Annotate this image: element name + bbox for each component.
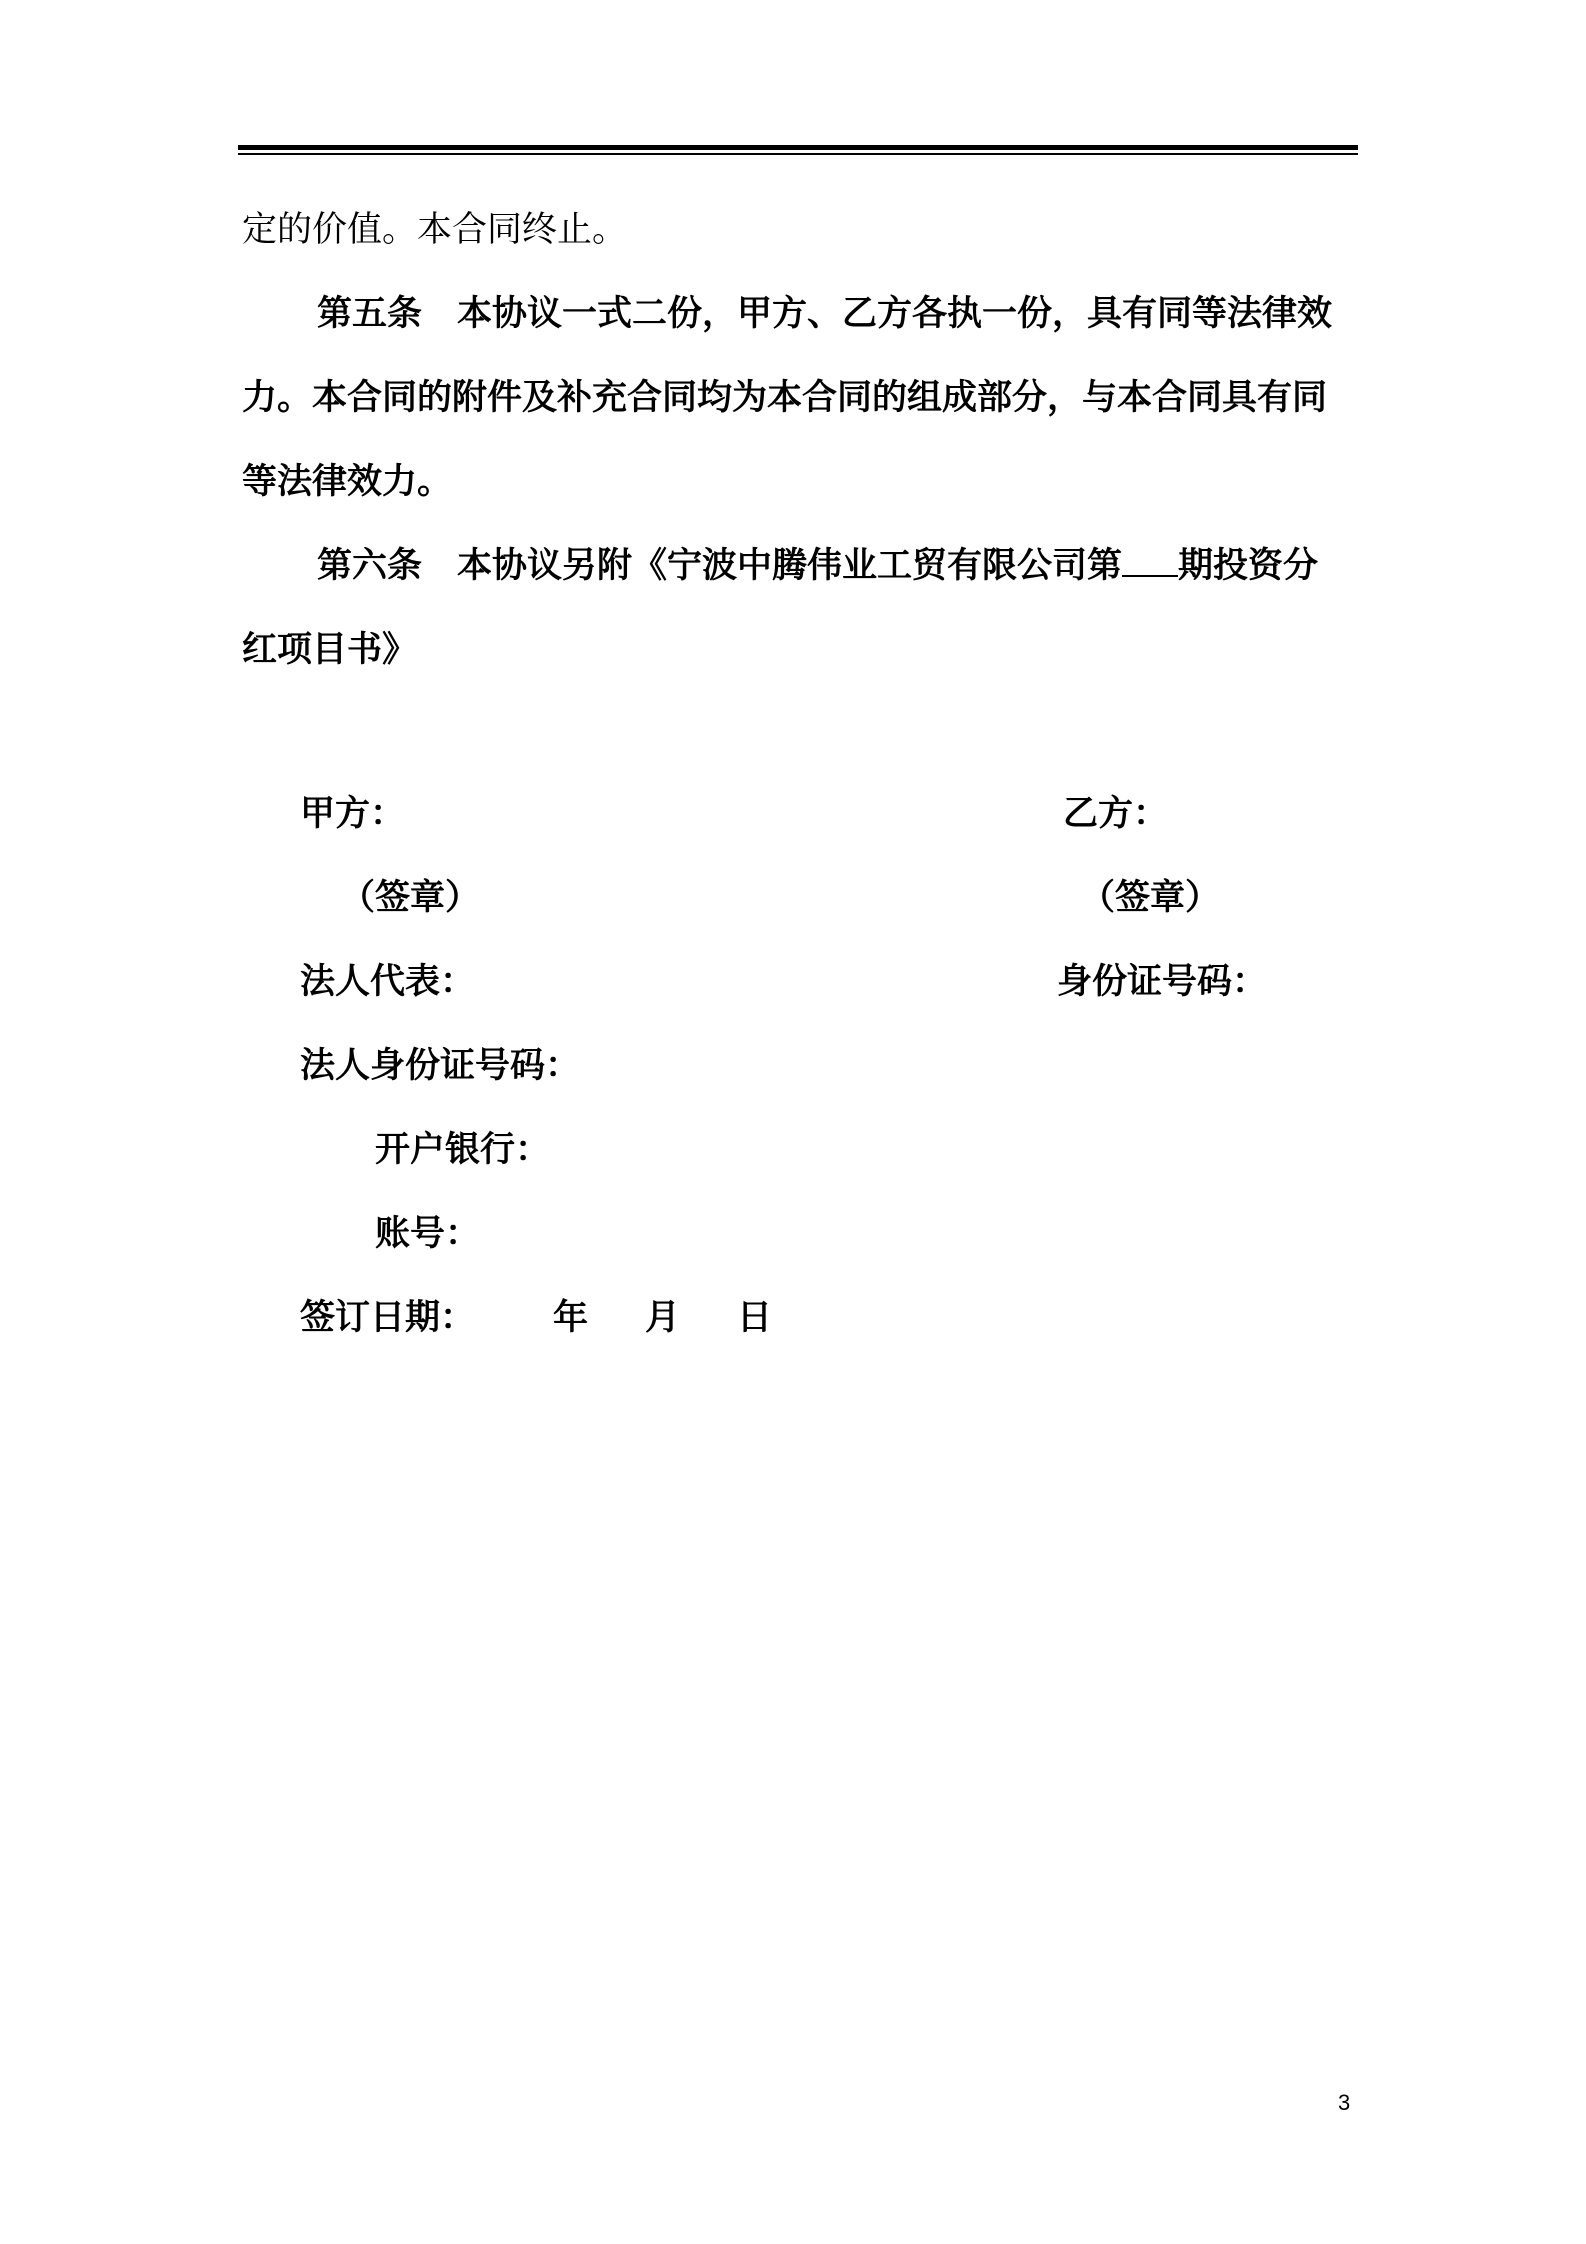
article-6-line-1 — [242, 524, 1358, 608]
article-5-line-2: 力。本合同的附件及补充合同均为本合同的组成部分，与本合同具有同 — [242, 378, 1328, 418]
period-blank — [1122, 541, 1178, 577]
account-label: 账号： — [375, 1214, 481, 1254]
article-5-line-1: 第五条 本协议一式二份，甲方、乙方各执一份，具有同等法律效 — [317, 294, 1333, 334]
id-number-label: 身份证号码： — [1057, 962, 1268, 1002]
header-rule-thin — [238, 153, 1358, 155]
bank-label: 开户银行： — [375, 1130, 551, 1170]
article-6-line-1-after: 期投资分 — [1178, 546, 1319, 586]
header-rule-thick — [238, 145, 1358, 150]
page-number: 3 — [1338, 2090, 1351, 2115]
legal-rep-id-label: 法人身份证号码： — [300, 1046, 581, 1086]
continuation-line: 定的价值。本合同终止。 — [242, 210, 628, 250]
party-b-seal: （签章） — [1080, 878, 1221, 918]
party-b-label: 乙方： — [1063, 794, 1169, 834]
sign-date-label: 签订日期： — [300, 1298, 476, 1338]
date-month: 月 — [645, 1298, 681, 1338]
article-6 — [242, 524, 1358, 692]
article-5 — [242, 272, 1358, 524]
date-day: 日 — [737, 1298, 773, 1338]
article-6-line-1-before: 第六条 本协议另附《宁波中腾伟业工贸有限公司第 — [317, 546, 1123, 586]
article-5-line-3: 等法律效力。 — [242, 462, 453, 502]
continuation-text — [242, 188, 1358, 272]
article-6-line-2: 红项目书》 — [242, 630, 418, 670]
party-a-label: 甲方： — [300, 794, 406, 834]
legal-rep-label: 法人代表： — [300, 962, 476, 1002]
party-a-seal: （签章） — [340, 878, 481, 918]
date-year: 年 — [553, 1298, 589, 1338]
